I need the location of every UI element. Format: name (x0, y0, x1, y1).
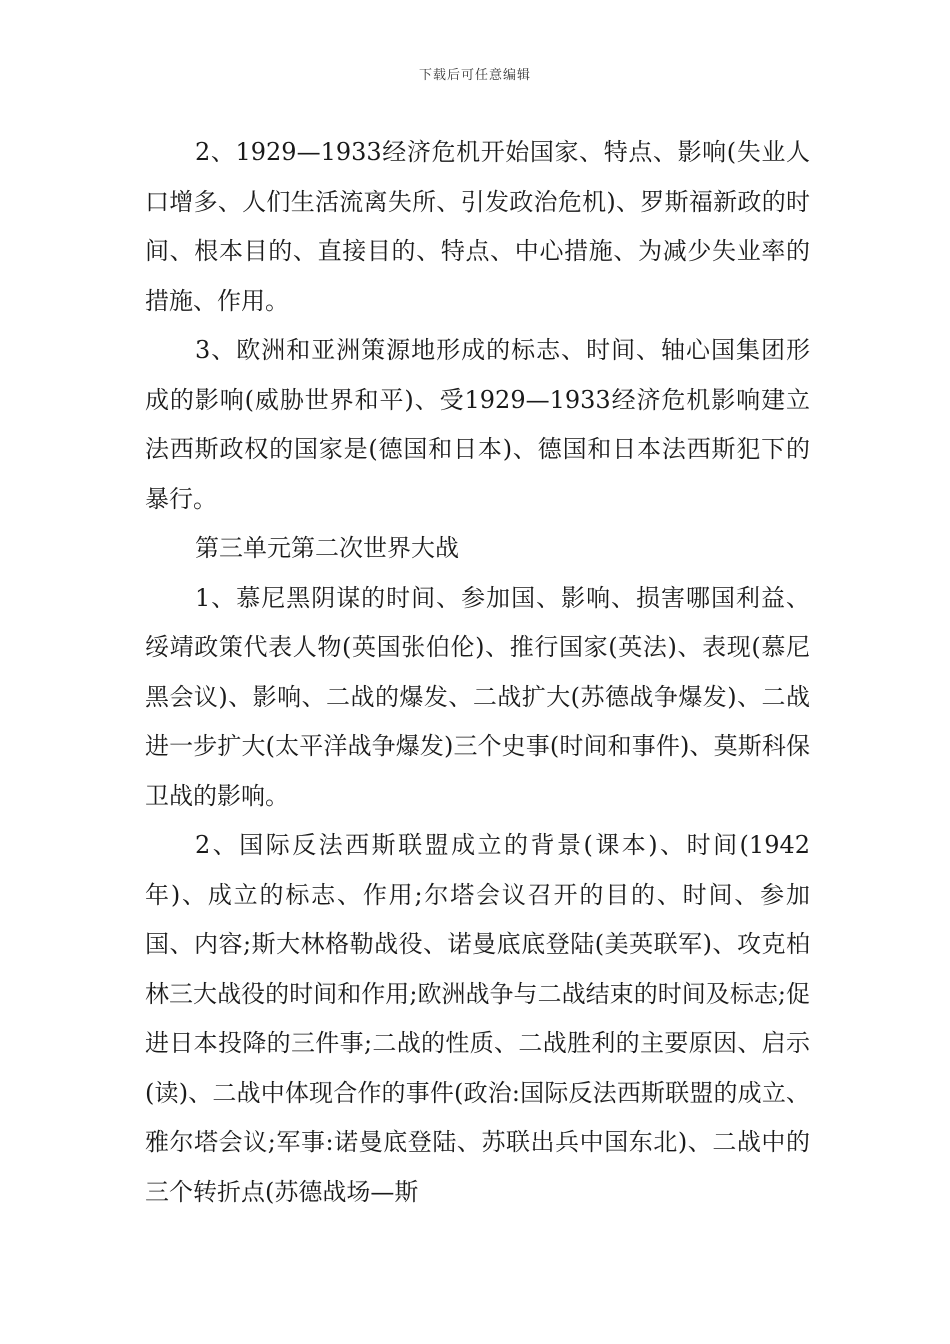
page-header: 下载后可任意编辑 (418, 68, 531, 83)
section-heading-unit-three: 第三单元第二次世界大战 (195, 534, 459, 562)
paragraph-war-origins: 3、欧洲和亚洲策源地形成的标志、时间、轴心国集团形成的影响(威胁世界和平)、受1929—1933经济危机影响建立法西斯政权的国家是(德国和日本)、德国和日本法西斯犯下的暴行。 (145, 336, 810, 513)
document-body (145, 128, 810, 1217)
paragraph-economic-crisis: 2、1929—1933经济危机开始国家、特点、影响(失业人口增多、人们生活流离失所、引发政治危机)、罗斯福新政的时间、根本目的、直接目的、特点、中心措施、为减少失业率的措施、作用。 (145, 138, 810, 315)
paragraph-munich-conspiracy: 1、慕尼黑阴谋的时间、参加国、影响、损害哪国利益、绥靖政策代表人物(英国张伯伦)、推行国家(英法)、表现(慕尼黑会议)、影响、二战的爆发、二战扩大(苏德战争爆发)、二战进一步扩大(太平洋战争爆发)三个史事(时间和事件)、莫斯科保卫战的影响。 (145, 583, 810, 810)
paragraph-anti-fascist-alliance: 2、国际反法西斯联盟成立的背景(课本)、时间(1942年)、成立的标志、作用;尔塔会议召开的目的、时间、参加国、内容;斯大林格勒战役、诺曼底底登陆(美英联军)、攻克柏林三大战役的时间和作用;欧洲战争与二战结束的时间及标志;促进日本投降的三件事;二战的性质、二战胜利的主要原因、启示(读)、二战中体现合作的事件(政治:国际反法西斯联盟的成立、雅尔塔会议;军事:诺曼底登陆、苏联出兵中国东北)、二战中的三个转折点(苏德战场—斯 (145, 831, 810, 1206)
